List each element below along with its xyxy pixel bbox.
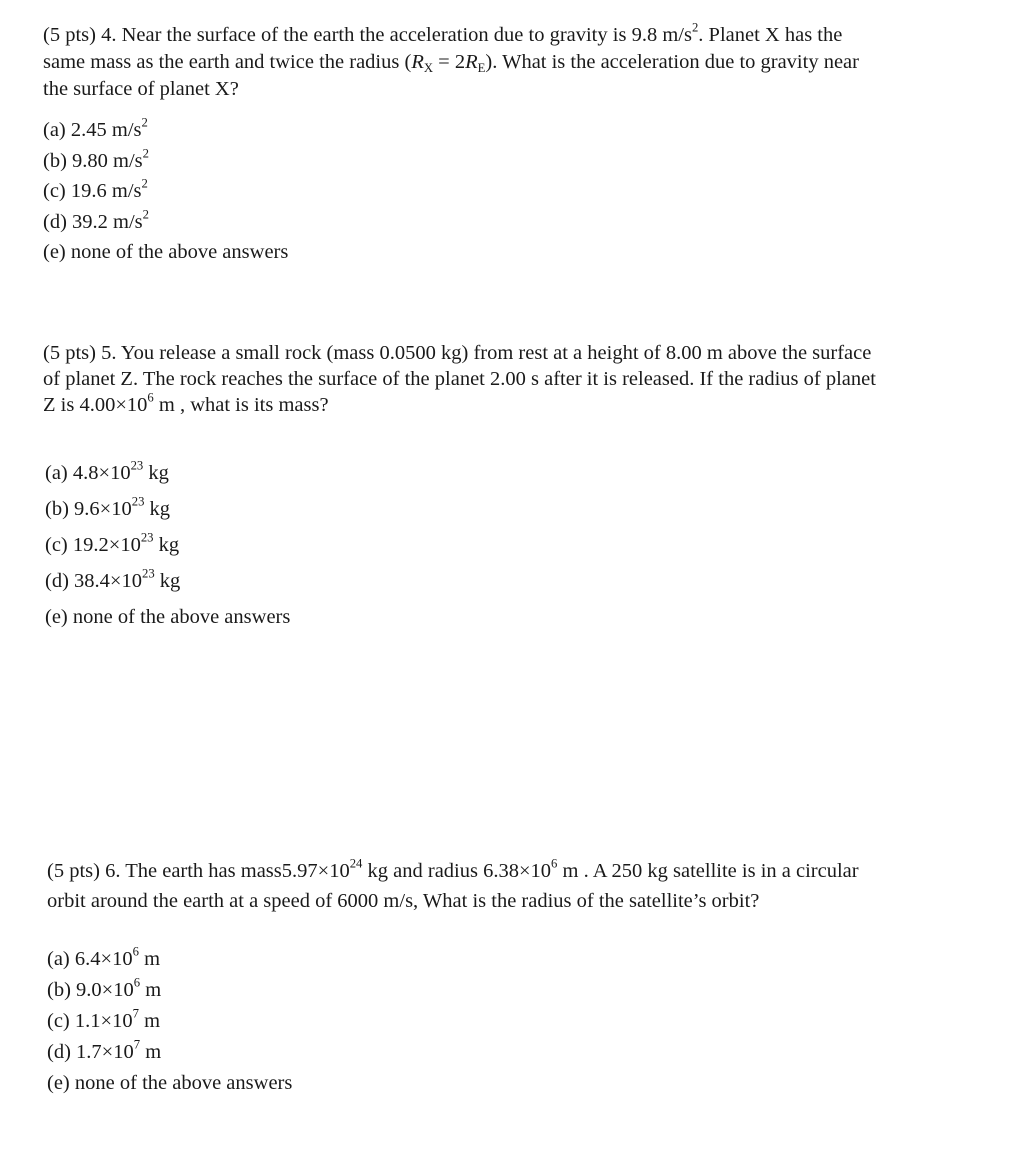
option-6d: (d) $1.7\times 10^7$ m — [47, 1037, 162, 1063]
option-4e: (e) none of the above answers — [43, 241, 289, 263]
question-6-options — [47, 944, 292, 1099]
question-4-stem-line-3: the surface of planet X? — [43, 78, 239, 100]
option-5b: (b) $9.6\times 10^{23}$ kg — [45, 494, 171, 520]
planet-radius-value: $4.00\times 10^6$ — [79, 390, 154, 416]
option-5c: (c) $19.2\times 10^{23}$ kg — [45, 530, 180, 556]
option-6e: (e) none of the above answers — [47, 1072, 293, 1094]
option-6a: (a) $6.4\times 10^6$ m — [47, 944, 161, 970]
question-4-options — [43, 115, 288, 268]
option-6b: (b) $9.0\times 10^6$ m — [47, 975, 162, 1001]
option-4d: (d) 39.2 $m/s^2$ — [43, 206, 150, 233]
option-5e: (e) none of the above answers — [45, 606, 291, 628]
option-4c: (c) 19.6 $m/s^2$ — [43, 176, 148, 202]
question-4-lead: (5 pts) 4. — [43, 24, 117, 46]
question-6-stem-line-2: orbit around the earth at a speed of 6000 m/s, What is the radius of the satellite’s orbit? — [47, 890, 760, 912]
question-5-stem-line-3: Z is $4.00\times 10^6$ m , what is its mass? — [43, 390, 329, 416]
option-6c: (c) $1.1\times 10^7$ m — [47, 1006, 161, 1032]
option-5a: (a) $4.8\times 10^{23}$ kg — [45, 458, 169, 484]
question-5-stem-line-2: of planet Z. The rock reaches the surface of the planet 2.00 s after it is released. If the radius of planet — [43, 368, 876, 390]
earth-mass-value: $5.97\times 10^{24}$ — [281, 856, 363, 882]
question-5 — [43, 340, 876, 418]
question-5-stem-line-1: (5 pts) 5. You release a small rock (mass 0.0500 kg) from rest at a height of 8.00 m above the surface — [43, 342, 872, 364]
question-6-lead: (5 pts) 6. — [47, 860, 121, 882]
question-4 — [43, 22, 859, 103]
option-5d: (d) $38.4\times 10^{23}$ kg — [45, 566, 181, 592]
earth-radius-value: $6.38\times 10^6$ — [483, 856, 558, 882]
gravity-value: 9.8 $m/s^2$ — [631, 20, 699, 46]
question-6 — [47, 856, 859, 916]
option-4a: (a) 2.45 $m/s^2$ — [43, 115, 148, 141]
question-4-stem-line-1: (5 pts) 4. Near the surface of the earth the acceleration due to gravity is 9.8 $m/s^2$. Planet X has the — [43, 20, 843, 46]
option-4b: (b) 9.80 $m/s^2$ — [43, 145, 150, 172]
question-4-stem-line-2: same mass as the earth and twice the radius $(R_X = 2R_E)$. What is the acceleration due to gravity near — [43, 51, 859, 75]
question-6-stem-line-1: (5 pts) 6. The earth has $mass5.97\times 10^{24}$ kg and radius $6.38\times 10^6$ m . A 250 kg satellite is in a circular — [47, 856, 859, 882]
question-5-lead: (5 pts) 5. — [43, 342, 117, 364]
question-5-options — [45, 455, 290, 635]
